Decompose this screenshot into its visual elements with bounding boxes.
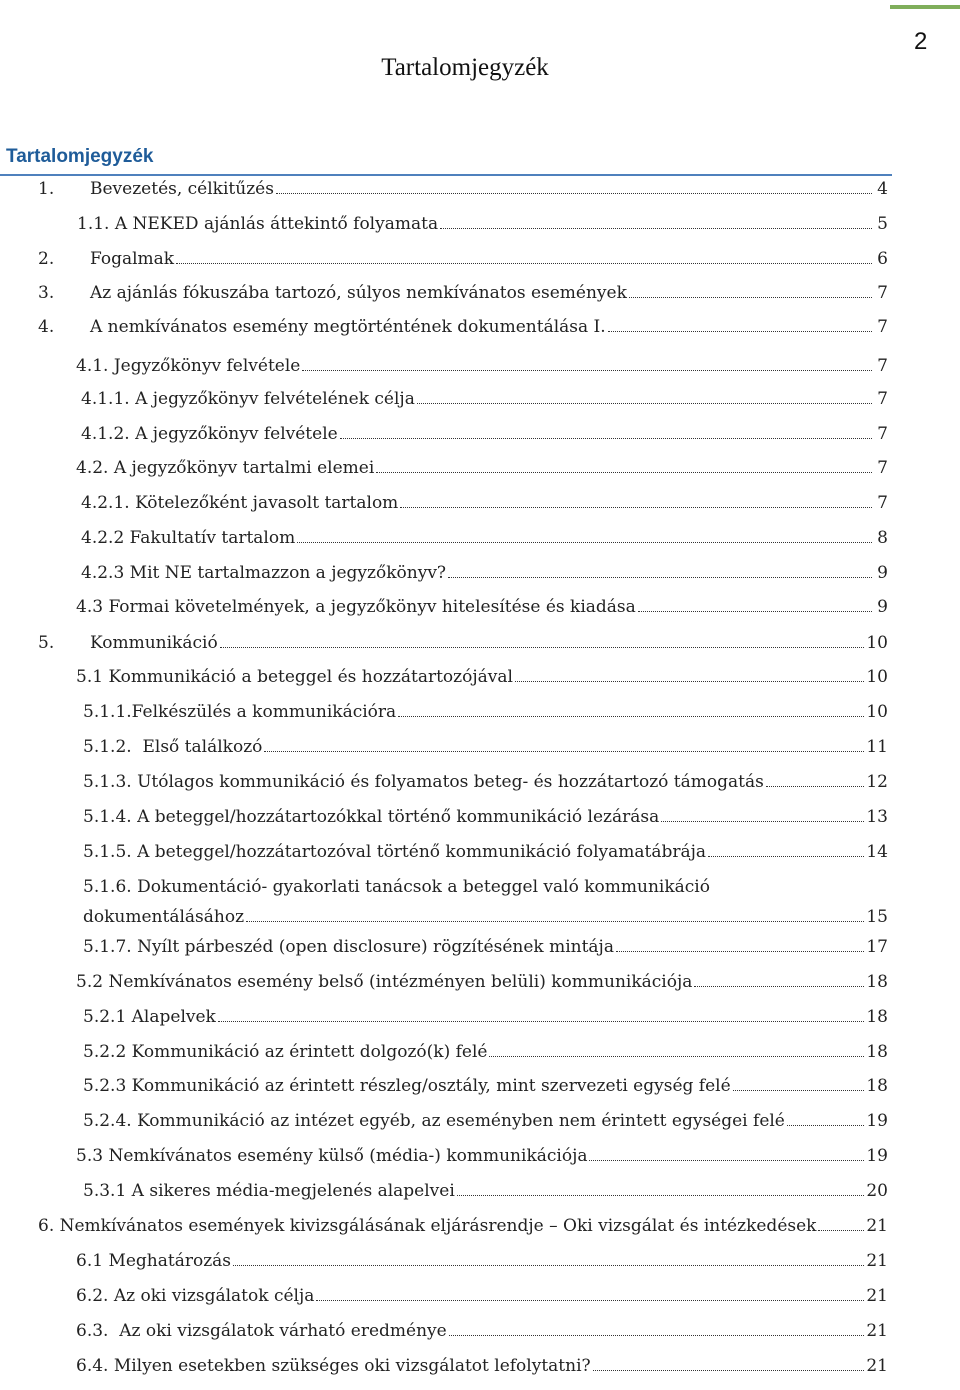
toc-entry-number: 1. — [38, 179, 55, 199]
toc-page-number: 8 — [877, 528, 888, 548]
toc-page-number: 10 — [866, 667, 888, 687]
toc-entry[interactable] — [81, 492, 888, 514]
toc-entry[interactable] — [81, 527, 888, 549]
toc-entry-title: 5.3.1 A sikeres média-megjelenés alapelvei — [83, 1181, 455, 1201]
toc-page-number: 9 — [877, 563, 888, 583]
toc-entry[interactable] — [38, 248, 888, 270]
toc-entry[interactable] — [83, 736, 888, 758]
toc-entry-title: 4.2. A jegyzőkönyv tartalmi elemei — [76, 458, 375, 478]
toc-dot-leader — [694, 985, 864, 987]
toc-entry-title: 5.2.4. Kommunikáció az intézet egyéb, az eseményben nem érintett egységei felé — [83, 1111, 785, 1131]
toc-page-number: 12 — [866, 772, 888, 792]
toc-entry-title: 6.1 Meghatározás — [76, 1251, 232, 1271]
toc-dot-leader — [616, 950, 864, 952]
toc-dot-leader — [733, 1089, 865, 1091]
toc-dot-leader — [638, 610, 872, 612]
toc-dot-leader — [297, 541, 872, 543]
toc-entry[interactable] — [76, 1285, 888, 1307]
toc-dot-leader — [708, 855, 864, 857]
toc-entry[interactable] — [76, 355, 888, 377]
toc-page-number: 6 — [877, 249, 888, 269]
header-accent-bar — [890, 5, 960, 9]
toc-entry[interactable] — [77, 213, 888, 235]
toc-entry[interactable] — [76, 596, 888, 618]
toc-dot-leader — [376, 471, 872, 473]
toc-page-number: 5 — [877, 214, 888, 234]
toc-dot-leader — [302, 369, 872, 371]
toc-dot-leader — [661, 820, 864, 822]
toc-page-number: 7 — [877, 389, 888, 409]
toc-entry[interactable] — [83, 1180, 888, 1202]
toc-page-number: 18 — [866, 1076, 888, 1096]
toc-entry-title: 5.1.3. Utólagos kommunikáció és folyamatos beteg- és hozzátartozó támogatás — [83, 772, 764, 792]
toc-entry[interactable] — [81, 562, 888, 584]
toc-page-number: 7 — [877, 493, 888, 513]
toc-dot-leader — [400, 506, 872, 508]
toc-entry-title: Fogalmak — [90, 249, 175, 269]
toc-entry[interactable] — [76, 457, 888, 479]
toc-page-number: 18 — [866, 1007, 888, 1027]
toc-entry-title: 6. Nemkívánatos események kivizsgálásának eljárásrendje – Oki vizsgálat és intézkedések — [38, 1216, 817, 1236]
toc-entry-title: 5.2 Nemkívánatos esemény belső (intézményen belüli) kommunikációja — [76, 972, 693, 992]
toc-entry-number: 3. — [38, 283, 55, 303]
toc-page-number: 10 — [866, 702, 888, 722]
toc-entry[interactable] — [38, 282, 888, 304]
toc-dot-leader — [340, 437, 872, 439]
toc-entry-title: 5.1.1.Felkészülés a kommunikációra — [83, 702, 397, 722]
toc-entry-title: 5.2.1 Alapelvek — [83, 1007, 216, 1027]
toc-dot-leader — [489, 1055, 864, 1057]
toc-dot-leader — [398, 715, 864, 717]
toc-entry-title: 5.1.7. Nyílt párbeszéd (open disclosure) rögzítésének mintája — [83, 937, 614, 957]
toc-entry[interactable] — [83, 876, 888, 928]
toc-entry-title: 4.2.3 Mit NE tartalmazzon a jegyzőkönyv? — [81, 563, 447, 583]
toc-entry[interactable] — [83, 806, 888, 828]
toc-dot-leader — [818, 1229, 864, 1231]
toc-page-number: 7 — [877, 317, 888, 337]
toc-entry[interactable] — [83, 701, 888, 723]
toc-page-number: 17 — [866, 937, 888, 957]
toc-dot-leader — [448, 576, 872, 578]
toc-dot-leader — [316, 1299, 864, 1301]
toc-dot-leader — [589, 1159, 864, 1161]
toc-entry[interactable] — [83, 1075, 888, 1097]
toc-dot-leader — [515, 680, 864, 682]
toc-entry-title: 5.1.5. A beteggel/hozzátartozóval történő kommunikáció folyamatábrája — [83, 842, 707, 862]
toc-entry[interactable] — [76, 1320, 888, 1342]
toc-page-number: 14 — [866, 842, 888, 862]
toc-entry-title: 4.1. Jegyzőkönyv felvétele — [76, 356, 301, 376]
toc-page-number: 13 — [866, 807, 888, 827]
toc-entry-number: 5. — [38, 633, 55, 653]
toc-page-number: 7 — [877, 424, 888, 444]
toc-page-number: 21 — [866, 1321, 888, 1341]
toc-page-number: 7 — [877, 458, 888, 478]
toc-dot-leader — [218, 1020, 865, 1022]
toc-dot-leader — [593, 1369, 865, 1371]
toc-heading-rule — [0, 174, 892, 176]
toc-entry[interactable] — [76, 1250, 888, 1272]
toc-entry[interactable] — [83, 1041, 888, 1063]
toc-entry[interactable] — [83, 936, 888, 958]
toc-entry-title: Bevezetés, célkitűzés — [90, 179, 274, 199]
toc-page-number: 21 — [866, 1251, 888, 1271]
toc-dot-leader — [176, 262, 872, 264]
toc-entry-title: Kommunikáció — [90, 633, 218, 653]
toc-entry[interactable] — [38, 316, 888, 338]
toc-entry-title: A nemkívánatos esemény megtörténtének dokumentálása I. — [90, 317, 606, 337]
toc-entry-title-continued: dokumentálásához — [83, 907, 245, 927]
toc-entry-title: 4.2.2 Fakultatív tartalom — [81, 528, 296, 548]
toc-entry-title: 5.1.4. A beteggel/hozzátartozókkal történő kommunikáció lezárása — [83, 807, 660, 827]
page-title: Tartalomjegyzék — [381, 54, 549, 81]
toc-page-number: 19 — [866, 1146, 888, 1166]
toc-dot-leader — [787, 1124, 864, 1126]
toc-page-number: 20 — [866, 1181, 888, 1201]
toc-page-number: 18 — [866, 972, 888, 992]
toc-entry[interactable] — [81, 388, 888, 410]
toc-page-number: 7 — [877, 356, 888, 376]
toc-entry-title: 4.1.2. A jegyzőkönyv felvétele — [81, 424, 338, 444]
toc-entry[interactable] — [76, 1145, 888, 1167]
toc-entry-title: 5.3 Nemkívánatos esemény külső (média-) kommunikációja — [76, 1146, 588, 1166]
toc-entry-title: 5.1.6. Dokumentáció- gyakorlati tanácsok a beteggel való kommunikáció — [83, 877, 710, 897]
toc-dot-leader — [246, 920, 864, 922]
toc-page-number: 18 — [866, 1042, 888, 1062]
toc-entry-title: 6.4. Milyen esetekben szükséges oki vizsgálatot lefolytatni? — [76, 1356, 591, 1376]
toc-page-number: 21 — [866, 1216, 888, 1236]
toc-entry-title: 4.3 Formai követelmények, a jegyzőkönyv hitelesítése és kiadása — [76, 597, 636, 617]
toc-entry-title: 5.1 Kommunikáció a beteggel és hozzátartozójával — [76, 667, 513, 687]
toc-entry-number: 2. — [38, 249, 55, 269]
toc-dot-leader — [233, 1264, 864, 1266]
toc-entry[interactable] — [81, 423, 888, 445]
toc-entry-title: 5.2.3 Kommunikáció az érintett részleg/osztály, mint szervezeti egység felé — [83, 1076, 731, 1096]
toc-page-number: 9 — [877, 597, 888, 617]
toc-entry-title: 4.1.1. A jegyzőkönyv felvételének célja — [81, 389, 415, 409]
toc-entry[interactable] — [76, 666, 888, 688]
toc-entry[interactable] — [83, 1006, 888, 1028]
toc-dot-leader — [629, 296, 872, 298]
toc-page-number: 7 — [877, 283, 888, 303]
toc-entry-title: 1.1. A NEKED ajánlás áttekintő folyamata — [77, 214, 439, 234]
toc-dot-leader — [276, 192, 872, 194]
toc-page-number: 15 — [866, 907, 888, 927]
toc-dot-leader — [766, 785, 865, 787]
toc-dot-leader — [440, 227, 872, 229]
toc-entry-title: 6.3. Az oki vizsgálatok várható eredménye — [76, 1321, 447, 1341]
toc-page-number: 4 — [877, 179, 888, 199]
toc-entry[interactable] — [38, 178, 888, 200]
toc-page-number: 10 — [866, 633, 888, 653]
toc-page-number: 11 — [866, 737, 888, 757]
toc-dot-leader — [264, 750, 864, 752]
toc-entry-title: 5.1.2. Első találkozó — [83, 737, 263, 757]
toc-entry-title: Az ajánlás fókuszába tartozó, súlyos nemkívánatos események — [90, 283, 627, 303]
toc-entry-number: 4. — [38, 317, 55, 337]
toc-entry[interactable] — [83, 771, 888, 793]
toc-entry[interactable] — [76, 971, 888, 993]
toc-entry[interactable] — [83, 841, 888, 863]
toc-entry[interactable] — [76, 1355, 888, 1377]
toc-dot-leader — [417, 402, 872, 404]
page-number: 2 — [914, 28, 928, 55]
toc-entry[interactable] — [38, 1215, 888, 1237]
toc-dot-leader — [449, 1334, 865, 1336]
toc-entry[interactable] — [38, 632, 888, 654]
toc-page-number: 19 — [866, 1111, 888, 1131]
toc-entry-title: 5.2.2 Kommunikáció az érintett dolgozó(k) felé — [83, 1042, 488, 1062]
toc-page-number: 21 — [866, 1356, 888, 1376]
toc-entry-title: 6.2. Az oki vizsgálatok célja — [76, 1286, 315, 1306]
toc-dot-leader — [457, 1194, 865, 1196]
toc-entry-title: 4.2.1. Kötelezőként javasolt tartalom — [81, 493, 399, 513]
toc-page-number: 21 — [866, 1286, 888, 1306]
toc-heading: Tartalomjegyzék — [6, 146, 154, 167]
toc-dot-leader — [220, 646, 865, 648]
toc-dot-leader — [608, 330, 872, 332]
toc-entry[interactable] — [83, 1110, 888, 1132]
